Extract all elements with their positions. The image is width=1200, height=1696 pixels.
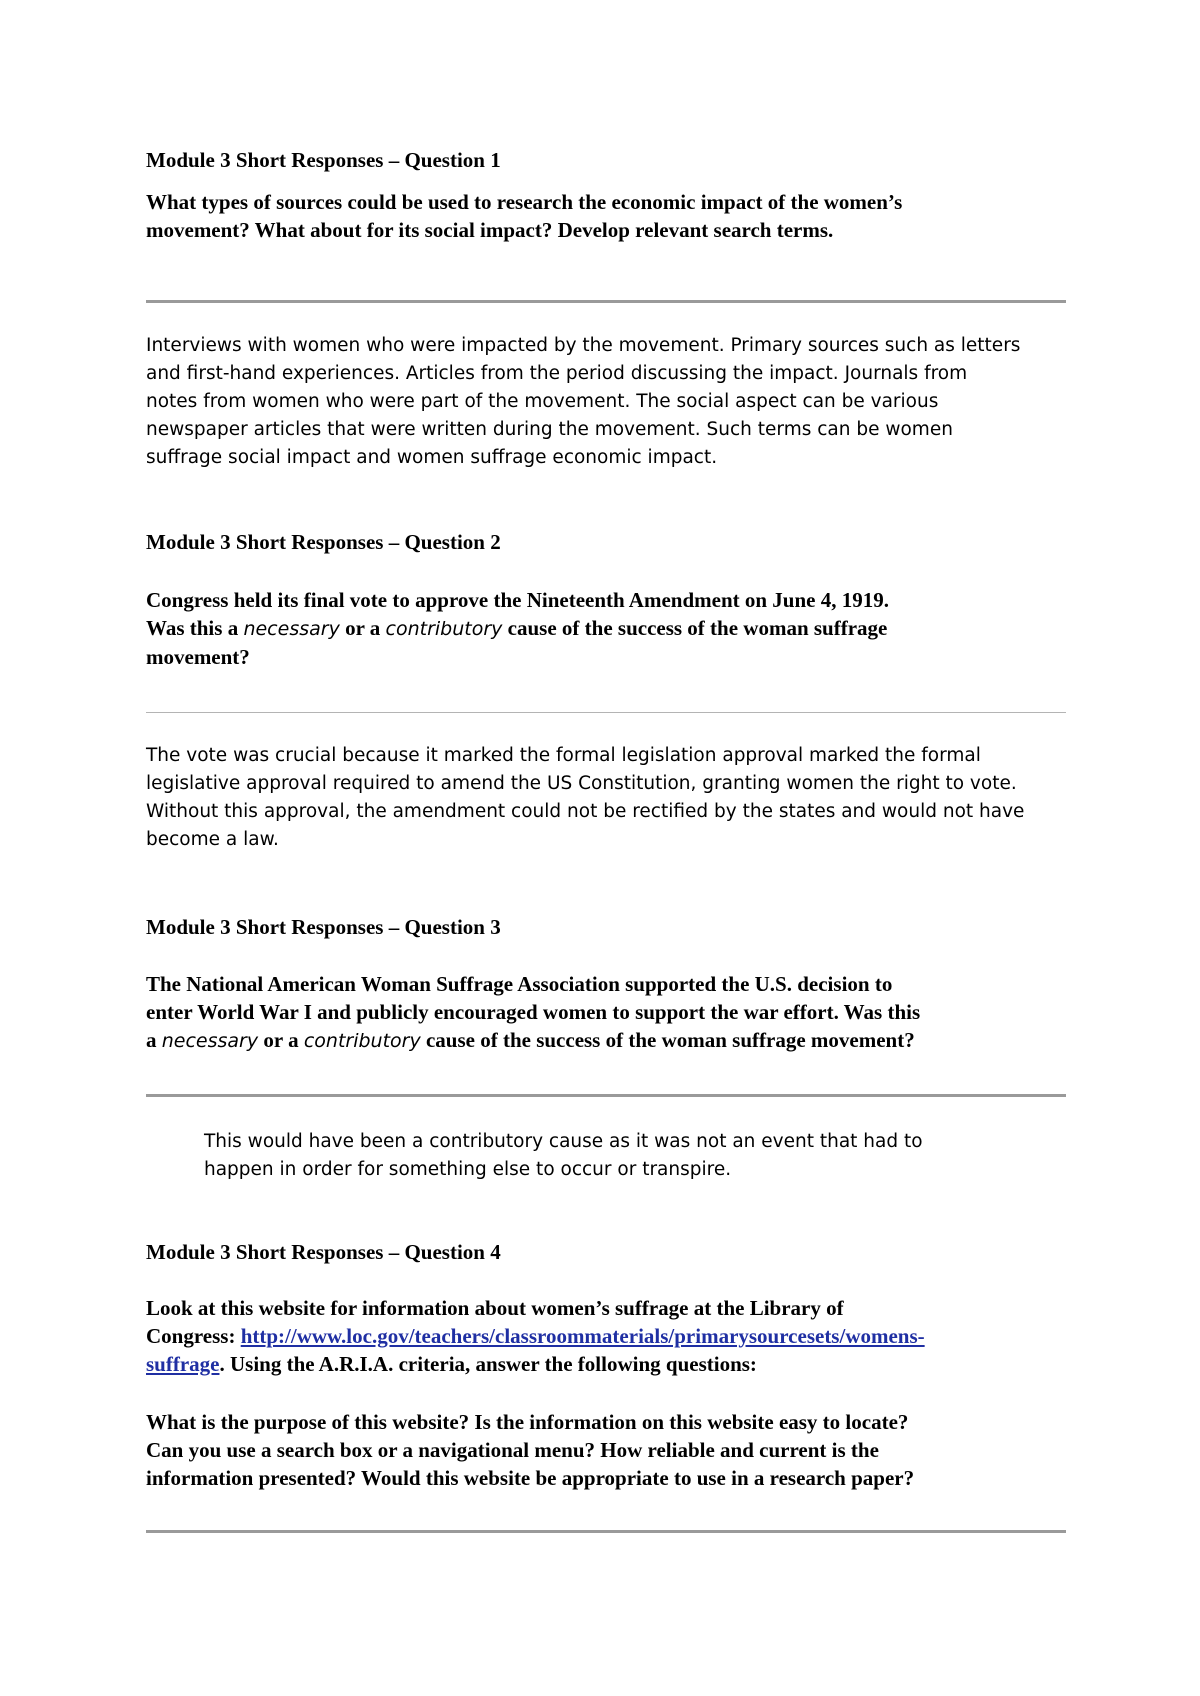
q1-answer-line: notes from women who were part of the movement. The social aspect can be various	[146, 391, 939, 412]
q2-prompt	[146, 586, 1066, 671]
q2-answer-line: The vote was crucial because it marked the formal legislation approval marked the formal	[146, 745, 981, 766]
q3-prompt	[146, 970, 1066, 1055]
q1-prompt-line: movement? What about for its social impact? Develop relevant search terms.	[146, 218, 834, 242]
q3-answer-line: happen in order for something else to occur or transpire.	[204, 1159, 732, 1180]
q1-prompt-line: What types of sources could be used to research the economic impact of the women’s	[146, 190, 903, 214]
q4-heading: Module 3 Short Responses – Question 4	[146, 1240, 501, 1264]
q2-answer-line: Without this approval, the amendment could not be rectified by the states and would not have	[146, 801, 1025, 822]
q4-prompt-line: Look at this website for information about women’s suffrage at the Library of	[146, 1296, 844, 1320]
q2-prompt-line: Was this a necessary or a contributory cause of the success of the woman suffrage	[146, 616, 888, 640]
q3-prompt-line: The National American Woman Suffrage Association supported the U.S. decision to	[146, 972, 893, 996]
q3-heading: Module 3 Short Responses – Question 3	[146, 915, 501, 939]
q2-answer-line: legislative approval required to amend the US Constitution, granting women the right to vote.	[146, 773, 1017, 794]
q1-answer-line: suffrage social impact and women suffrage economic impact.	[146, 447, 718, 468]
emphasis-necessary: necessary	[161, 1030, 259, 1052]
q3-prompt-line: enter World War I and publicly encouraged women to support the war effort. Was this	[146, 1000, 921, 1024]
loc-website-link[interactable]: http://www.loc.gov/teachers/classroommaterials/primarysourcesets/womens-	[240, 1324, 925, 1348]
q2-heading: Module 3 Short Responses – Question 2	[146, 530, 501, 554]
emphasis-necessary: necessary	[243, 618, 340, 640]
q3-answer	[204, 1128, 984, 1184]
q3-answer-line: This would have been a contributory cause as it was not an event that had to	[204, 1131, 923, 1152]
q2-prompt-line: Congress held its final vote to approve the Nineteenth Amendment on June 4, 1919.	[146, 588, 889, 612]
q2-answer-line: become a law.	[146, 829, 279, 850]
q4-prompt-line: suffrage. Using the A.R.I.A. criteria, answer the following questions:	[146, 1352, 757, 1376]
answer-divider	[146, 712, 1066, 713]
answer-divider	[146, 300, 1066, 303]
q2-answer	[146, 742, 1066, 854]
q4-prompt-line: Congress: http://www.loc.gov/teachers/classroommaterials/primarysourcesets/womens-	[146, 1324, 925, 1348]
q1-answer-line: Interviews with women who were impacted by the movement. Primary sources such as letters	[146, 335, 1021, 356]
q1-answer-line: and first-hand experiences. Articles from the period discussing the impact. Journals from	[146, 363, 968, 384]
q1-heading: Module 3 Short Responses – Question 1	[146, 148, 501, 172]
q4-prompt	[146, 1294, 1066, 1378]
q2-prompt-line: movement?	[146, 645, 250, 669]
loc-website-link-continued[interactable]: suffrage	[146, 1352, 220, 1376]
q4-questions	[146, 1408, 1066, 1492]
q3-prompt-line: a necessary or a contributory cause of the success of the woman suffrage movement?	[146, 1028, 915, 1052]
emphasis-contributory: contributory	[303, 1030, 421, 1052]
answer-divider	[146, 1094, 1066, 1097]
q1-answer	[146, 332, 1066, 472]
emphasis-contributory: contributory	[385, 618, 503, 640]
q1-prompt	[146, 188, 1066, 244]
q4-question-line: What is the purpose of this website? Is the information on this website easy to locate?	[146, 1410, 909, 1434]
q4-question-line: information presented? Would this website be appropriate to use in a research paper?	[146, 1466, 915, 1490]
q4-question-line: Can you use a search box or a navigational menu? How reliable and current is the	[146, 1438, 879, 1462]
q1-answer-line: newspaper articles that were written during the movement. Such terms can be women	[146, 419, 953, 440]
answer-divider	[146, 1530, 1066, 1533]
